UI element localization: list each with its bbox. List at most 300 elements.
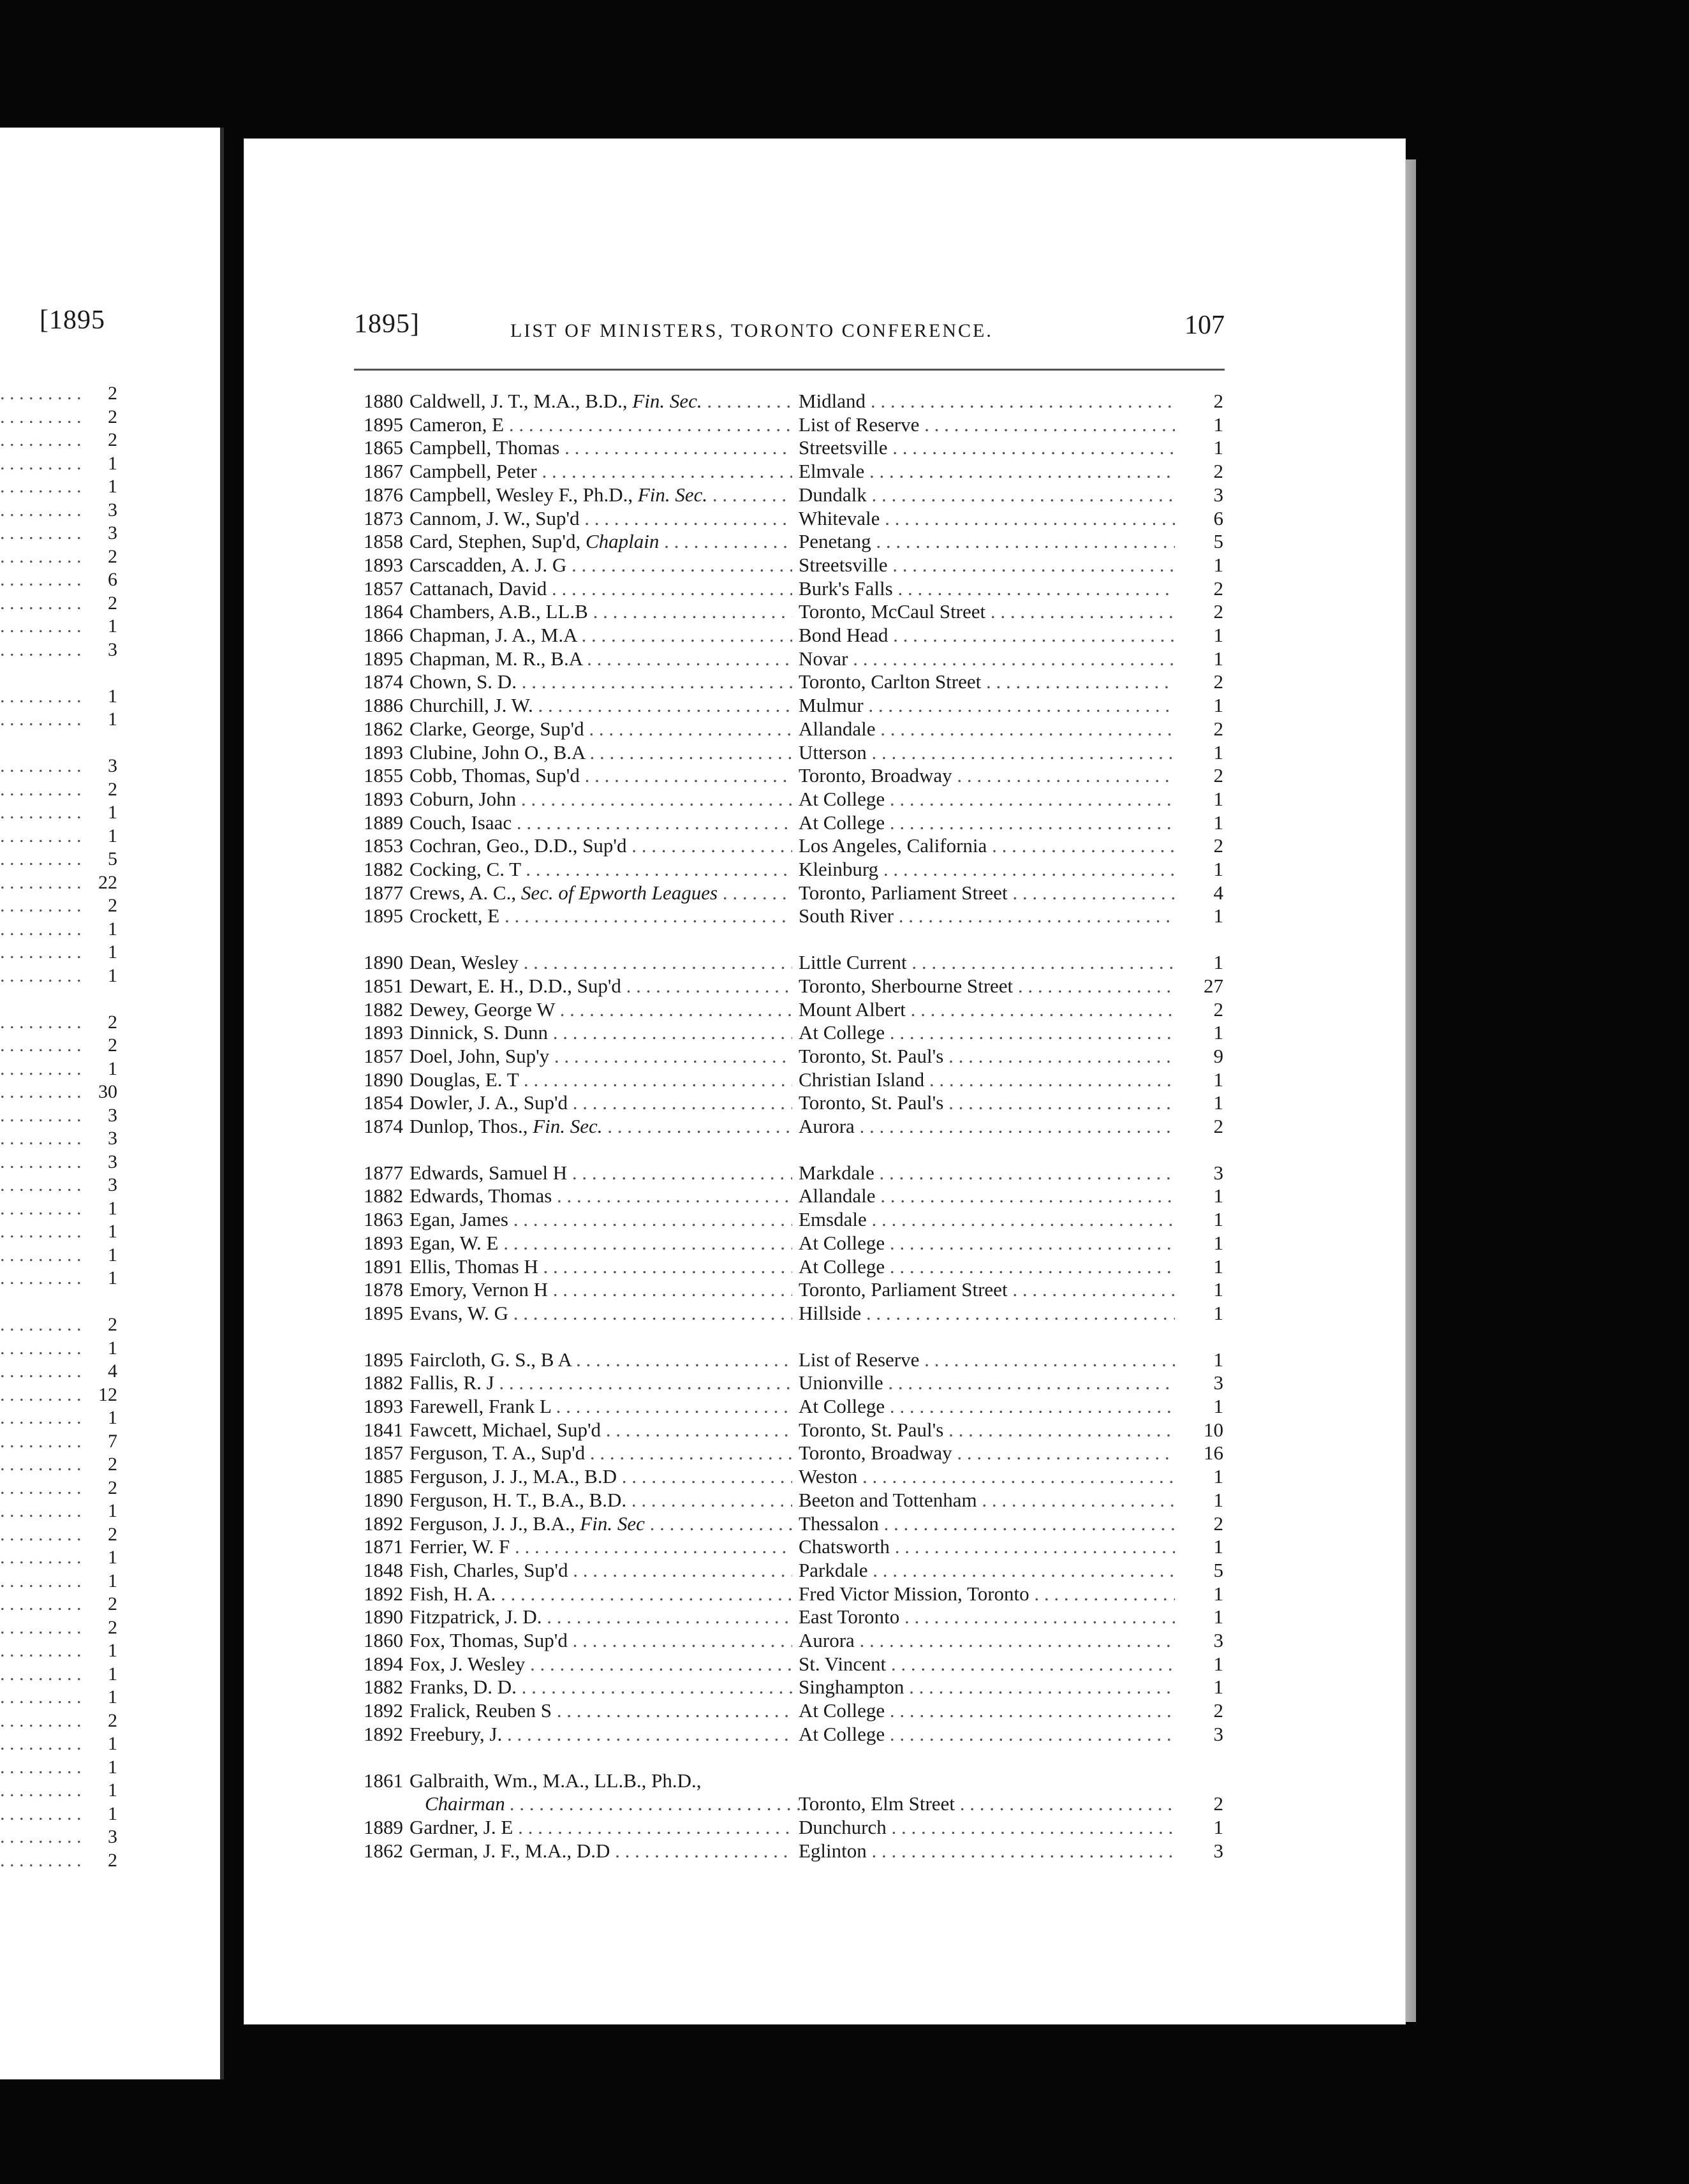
facing-page-value: 12 [98,1383,117,1405]
entry-appointment: Midland . . . [799,389,1175,413]
entry-year: 1892 [364,1512,403,1535]
entry-name [409,974,792,998]
entry-name [409,436,792,459]
entry-name-text: Fallis, R. J [409,1371,494,1394]
entry-name-text: Cochran, Geo., D.D., Sup'd [409,834,627,857]
facing-page-value: 2 [108,383,117,404]
entry-years-count: 1 [1213,694,1223,717]
entry-year: 1893 [364,1395,403,1417]
entry-name [409,1722,792,1746]
entry-name-text: Dewey, George W [409,998,555,1021]
minister-entry [338,1652,1231,1676]
entry-appointment: Toronto, Parliament Street . . . [799,881,1175,904]
facing-page-value: 3 [108,1104,117,1126]
entry-name-text: Chapman, J. A., M.A [409,624,577,646]
entry-appointment: Aurora . . . [799,1628,1175,1652]
minister-entry [338,1207,1231,1231]
entry-years-count: 1 [1213,1021,1223,1044]
entry-year: 1871 [364,1535,403,1558]
entry-years-count: 1 [1213,1465,1223,1488]
leader-dots: . . . . . . . . . [0,802,82,822]
entry-year: 1857 [364,577,403,600]
entry-name [409,1488,792,1512]
facing-page-row [0,965,121,985]
entry-appointment: Markdale . . . [799,1161,1175,1184]
entry-appointment: Toronto, Broadway . . . [799,1441,1175,1465]
facing-page-value: 2 [108,1477,117,1498]
entry-name-text: Dowler, J. A., Sup'd [409,1091,568,1114]
leader-dots: . . . . . . . . . [0,545,82,566]
entry-name-text: Fawcett, Michael, Sup'd [409,1418,601,1441]
entry-years-count: 1 [1213,951,1223,974]
facing-page-row [0,1640,121,1660]
facing-page-row [0,383,121,403]
entry-name-text: Churchill, J. W. [409,694,533,717]
entry-years-count: 2 [1213,577,1223,600]
minister-entry [338,1301,1231,1325]
entry-note: Fin. Sec. [533,1115,603,1137]
minister-entry [338,1512,1231,1535]
entry-name [409,389,792,413]
entry-appointment: Little Current . . . [799,950,1175,974]
facing-page-row [0,1267,121,1288]
entry-name-text: Galbraith, Wm., M.A., LL.B., Ph.D., [409,1769,702,1792]
facing-page-row [0,1361,121,1381]
facing-page-row [0,709,121,729]
entry-name-text: Fralick, Reuben S [409,1699,552,1722]
entry-year: 1854 [364,1091,403,1114]
minister-entry [338,1418,1231,1442]
facing-page-row [0,1012,121,1032]
entry-years-count: 1 [1213,1231,1223,1254]
facing-page-value: 1 [108,616,117,637]
entry-name-text: Campbell, Wesley F., Ph.D., [409,483,633,506]
entry-name-text: Coburn, John [409,787,517,810]
leader-dots: . . . . . . . . . [0,1756,82,1777]
entry-name [409,1371,792,1394]
entry-years-count: 2 [1213,998,1223,1021]
facing-page-row [0,1733,121,1753]
facing-page-row [0,546,121,566]
entry-name [409,1535,792,1558]
entry-years-count: 2 [1213,1699,1223,1722]
leader-dots: . . . . . . . . . [0,1547,82,1567]
entry-year: 1890 [364,951,403,974]
entry-appointment: Dunchurch . . . [799,1815,1175,1839]
minister-entry [338,1605,1231,1628]
entry-year: 1895 [364,1348,403,1371]
facing-page-row [0,616,121,636]
entry-year: 1882 [364,1184,403,1207]
facing-page-value: 2 [108,1454,117,1475]
minister-entry [338,1184,1231,1207]
entry-name [409,623,792,647]
entry-year: 1860 [364,1629,403,1651]
entry-year: 1882 [364,998,403,1021]
entry-years-count: 1 [1213,1815,1223,1838]
facing-page-row [0,919,121,939]
entry-appointment: Bond Head . . . [799,623,1175,647]
entry-name [409,1558,792,1582]
leader-dots: . . . . . . . . . [0,941,82,962]
leader-dots: . . . . . . . . . [0,1616,82,1637]
entry-name [409,787,792,811]
entry-name [409,1161,792,1184]
entry-appointment: Toronto, St. Paul's . . . [799,1418,1175,1442]
facing-page-value: 1 [108,825,117,846]
facing-page-value: 2 [108,592,117,614]
entry-name-text: Ferguson, J. J., M.A., B.D [409,1465,617,1488]
facing-page-row [0,639,121,660]
leader-dots: . . . . . . . . . [0,1826,82,1847]
entry-appointment: At College . . . [799,1255,1175,1278]
entry-name-text: Ferguson, T. A., Sup'd [409,1442,586,1465]
facing-page-row [0,1826,121,1847]
minister-entry [338,1278,1231,1301]
leader-dots: . . . . . . . . . [0,1430,82,1451]
entry-years-count: 1 [1213,436,1223,459]
entry-year: 1893 [364,553,403,576]
minister-entry [338,1839,1231,1863]
facing-page-value: 1 [108,1686,117,1708]
leader-dots: . . . . . . . . . [0,616,82,636]
entry-year: 1848 [364,1558,403,1581]
entry-name-text: Edwards, Samuel H [409,1161,568,1184]
leader-dots: . . . . . . . . . [0,638,82,660]
entry-name [409,553,792,577]
facing-page-value: 1 [108,1663,117,1685]
minister-entry [338,506,1231,530]
facing-page-row [0,1035,121,1055]
minister-entry [338,1441,1231,1465]
entry-name [409,1512,792,1535]
minister-entry [338,1769,1231,1792]
minister-entry [338,974,1231,998]
facing-page-row [0,941,121,962]
entry-name-text: Dewart, E. H., D.D., Sup'd [409,974,621,997]
entry-year: 1895 [364,904,403,927]
entry-name-text: Card, Stephen, Sup'd, [409,530,581,553]
entry-years-count: 1 [1213,1535,1223,1558]
entry-appointment: Hillside . . . [799,1301,1175,1325]
facing-page-row [0,1710,121,1730]
facing-page-value: 2 [108,895,117,916]
entry-name-text: Gardner, J. E [409,1815,513,1838]
entry-year: 1853 [364,834,403,857]
minister-entry [338,1558,1231,1582]
entry-years-count: 10 [1204,1418,1223,1441]
entry-name [409,483,792,506]
facing-page-row [0,1454,121,1474]
entry-year: 1890 [364,1605,403,1628]
entry-appointment: At College . . . [799,1231,1175,1255]
entry-name-text: Crockett, E [409,904,500,927]
entry-name-text: Freebury, J. [409,1722,503,1745]
entry-years-count: 1 [1213,858,1223,880]
entry-appointment: Streetsville . . . [799,436,1175,459]
minister-entry [338,1699,1231,1722]
minister-entry [338,647,1231,670]
entry-name-text: Cameron, E [409,413,505,436]
facing-page-row [0,872,121,892]
leader-dots: . . . . . . . . . [0,1407,82,1428]
entry-years-count: 2 [1213,1115,1223,1137]
entry-appointment: List of Reserve . . . [799,1348,1175,1371]
minister-entry [338,834,1231,857]
facing-page-row [0,1384,121,1405]
entry-year: 1862 [364,717,403,740]
entry-years-count: 3 [1213,1161,1223,1184]
entry-years-count: 1 [1213,1208,1223,1231]
facing-page-row [0,1151,121,1172]
minister-entry [338,529,1231,553]
entry-year: 1893 [364,1021,403,1044]
facing-page-row [0,1850,121,1870]
entry-year: 1890 [364,1488,403,1511]
entry-years-count: 2 [1213,834,1223,857]
entry-name [409,1348,792,1371]
facing-page-value: 22 [98,871,117,893]
leader-dots: . . . . . . . . . [0,685,82,706]
leader-dots: . . . . . . . . . [0,1058,82,1079]
entry-year: 1890 [364,1068,403,1091]
entry-years-count: 2 [1213,390,1223,412]
entry-appointment: Whitevale . . . [799,506,1175,530]
entry-years-count: 2 [1213,1512,1223,1535]
entry-name-text: Emory, Vernon H [409,1278,548,1301]
entry-year: 1892 [364,1699,403,1722]
entry-years-count: 1 [1213,553,1223,576]
entry-year: 1873 [364,506,403,529]
leader-dots: . . . . . . . . . [0,1640,82,1660]
entry-years-count: 1 [1213,741,1223,764]
entry-appointment: Thessalon . . . [799,1512,1175,1535]
entry-name-text: Fitzpatrick, J. D. [409,1605,542,1628]
facing-page-header: [1895 [40,306,105,335]
facing-page-row [0,406,121,427]
facing-page-value: 1 [108,1780,117,1801]
facing-page-row [0,1338,121,1358]
leader-dots: . . . . . . . . . [0,1035,82,1055]
facing-page-value: 3 [108,755,117,776]
facing-page-value: 4 [108,1361,117,1382]
entry-years-count: 1 [1213,1068,1223,1091]
facing-page-row [0,895,121,915]
entry-appointment: Unionville . . . [799,1371,1175,1394]
facing-page-value: 1 [108,1244,117,1265]
facing-page-value: 1 [108,452,117,474]
entry-years-count: 1 [1213,1652,1223,1675]
entry-year: 1876 [364,483,403,506]
entry-appointment: Allandale . . . [799,717,1175,741]
entry-appointment: Mulmur . . . [799,693,1175,717]
entry-year: 1882 [364,1371,403,1394]
entry-appointment: Los Angeles, California . . . [799,834,1175,857]
entry-name [409,1441,792,1465]
entry-year: 1889 [364,1815,403,1838]
entry-appointment: List of Reserve . . . [799,413,1175,436]
entry-name-text: Franks, D. D. [409,1676,517,1699]
entry-name [409,1465,792,1488]
entry-name [409,1815,792,1839]
facing-page-row [0,1128,121,1148]
facing-page-row [0,593,121,613]
leader-dots: . . . . . . . . . [0,406,82,427]
leader-dots: . . . . . . . . . [0,1849,82,1870]
entry-name-text: Ferguson, H. T., B.A., B.D. [409,1488,627,1511]
leader-dots: . . . . . . . . . [0,1454,82,1474]
facing-page-value: 1 [108,709,117,730]
entry-appointment: Toronto, Broadway . . . [799,764,1175,787]
entry-appointment: South River . . . [799,904,1175,927]
entry-name [409,1114,792,1138]
entry-years-count: 1 [1213,904,1223,927]
minister-entry [338,389,1231,413]
leader-dots: . . . . . . . . . [0,1663,82,1684]
entry-name [409,834,792,857]
entry-appointment: Chatsworth . . . [799,1535,1175,1558]
entry-year: 1878 [364,1278,403,1301]
entry-name [409,998,792,1021]
facing-page-row [0,1547,121,1567]
entry-name-text: Dinnick, S. Dunn [409,1021,548,1044]
entry-appointment: East Toronto . . . [799,1605,1175,1628]
entry-years-count: 3 [1213,1629,1223,1651]
entry-years-count: 4 [1213,881,1223,904]
entry-appointment: Elmvale . . . [799,459,1175,483]
entry-year: 1893 [364,1231,403,1254]
facing-page-row [0,429,121,450]
entry-name [409,693,792,717]
facing-page-row [0,1198,121,1218]
minister-entry [338,904,1231,927]
entry-year: 1877 [364,881,403,904]
entry-note: Fin. Sec. [637,483,708,506]
facing-page-row [0,1431,121,1451]
facing-page-row [0,522,121,543]
entry-name-text: Cattanach, David [409,577,547,600]
entry-name-text: Ellis, Thomas H [409,1255,538,1278]
minister-entry [338,436,1231,459]
entry-year: 1895 [364,1301,403,1324]
page-number: 107 [1184,311,1225,340]
facing-page-value: 2 [108,1616,117,1638]
entry-appointment: Kleinburg . . . [799,857,1175,881]
facing-page-row [0,1407,121,1428]
header-year: 1895] [354,309,420,339]
facing-page-row [0,1314,121,1334]
entry-year: 1891 [364,1255,403,1278]
facing-page-row [0,1058,121,1079]
entry-appointment: At College . . . [799,787,1175,811]
entry-years-count: 2 [1213,717,1223,740]
minister-entry [338,1068,1231,1091]
entry-appointment: Burk's Falls . . . [799,577,1175,600]
leader-dots: . . . . . . . . . [0,1361,82,1381]
entry-appointment: Fred Victor Mission, Toronto . . . [799,1582,1175,1605]
entry-years-count: 1 [1213,1676,1223,1699]
running-header [354,305,1225,350]
facing-page-row [0,1081,121,1102]
facing-page-row [0,779,121,799]
leader-dots: . . . . . . . . . [0,1314,82,1334]
entry-appointment: Penetang . . . [799,529,1175,553]
entry-years-count: 1 [1213,624,1223,646]
minister-entry [338,1722,1231,1746]
entry-appointment: Parkdale . . . [799,1558,1175,1582]
minister-entry [338,1394,1231,1418]
entry-year: 1892 [364,1722,403,1745]
leader-dots: . . . . . . . . . [0,1523,82,1544]
minister-entry [338,787,1231,811]
entry-name-text: Fox, Thomas, Sup'd [409,1629,568,1651]
minister-entry [338,1815,1231,1839]
entry-name [409,459,792,483]
leader-dots: . . . . . . . . . [0,848,82,869]
leader-dots: . . . . . . . . . [0,1500,82,1521]
leader-dots: . . . . . . . . . [0,918,82,939]
entry-year: 1874 [364,1115,403,1137]
leader-dots: . . . . . . . . . [0,1128,82,1148]
entry-years-count: 1 [1213,811,1223,834]
minister-entry [338,459,1231,483]
facing-page-row [0,755,121,776]
facing-page-row [0,453,121,473]
entry-appointment: Toronto, Elm Street . . . [799,1792,1175,1815]
leader-dots: . . . . . . . . . [0,569,82,589]
facing-page-value: 3 [108,1128,117,1149]
minister-entry [338,1792,1231,1815]
entry-years-count: 27 [1204,974,1223,997]
entry-years-count: 1 [1213,1605,1223,1628]
entry-name [409,1699,792,1722]
leader-dots: . . . . . . . . . [0,755,82,776]
leader-dots: . . . . . . . . . [0,1267,82,1288]
entry-name-text: Campbell, Peter [409,460,537,483]
entry-appointment: Toronto, McCaul Street . . . [799,600,1175,623]
facing-page-row [0,499,121,520]
entry-year: 1893 [364,787,403,810]
leader-dots: . . . . . . . . . [0,1221,82,1241]
facing-page-value: 1 [108,1570,117,1591]
entry-years-count: 3 [1213,483,1223,506]
facing-page-value: 3 [108,638,117,660]
facing-page-value: 1 [108,1337,117,1359]
entry-appointment: Eglinton . . . [799,1839,1175,1863]
leader-dots: . . . . . . . . . [0,1011,82,1032]
entry-name [409,1605,792,1628]
entry-year: 1886 [364,694,403,717]
entry-name-text: Faircloth, G. S., B A [409,1348,572,1371]
facing-page-row [0,662,121,682]
entry-name [409,1021,792,1044]
minister-entry [338,1628,1231,1652]
entry-appointment: Streetsville . . . [799,553,1175,577]
entry-appointment: At College . . . [799,1021,1175,1044]
entry-name-text: Clubine, John O., B.A [409,741,585,764]
entry-name [409,1091,792,1114]
entry-name-text: Egan, James [409,1208,508,1231]
leader-dots: . . . . . . . . . [0,1197,82,1218]
entry-name-text: Couch, Isaac [409,811,512,834]
entry-name-text: Fox, J. Wesley [409,1652,526,1675]
facing-page-row [0,1570,121,1591]
facing-page-value: 1 [108,685,117,707]
minister-entry [338,1091,1231,1114]
leader-dots: . . . . . . . . . [0,499,82,520]
leader-dots: . . . . . . . . . [0,1104,82,1125]
leader-dots: . . . . . . . . . [0,871,82,892]
